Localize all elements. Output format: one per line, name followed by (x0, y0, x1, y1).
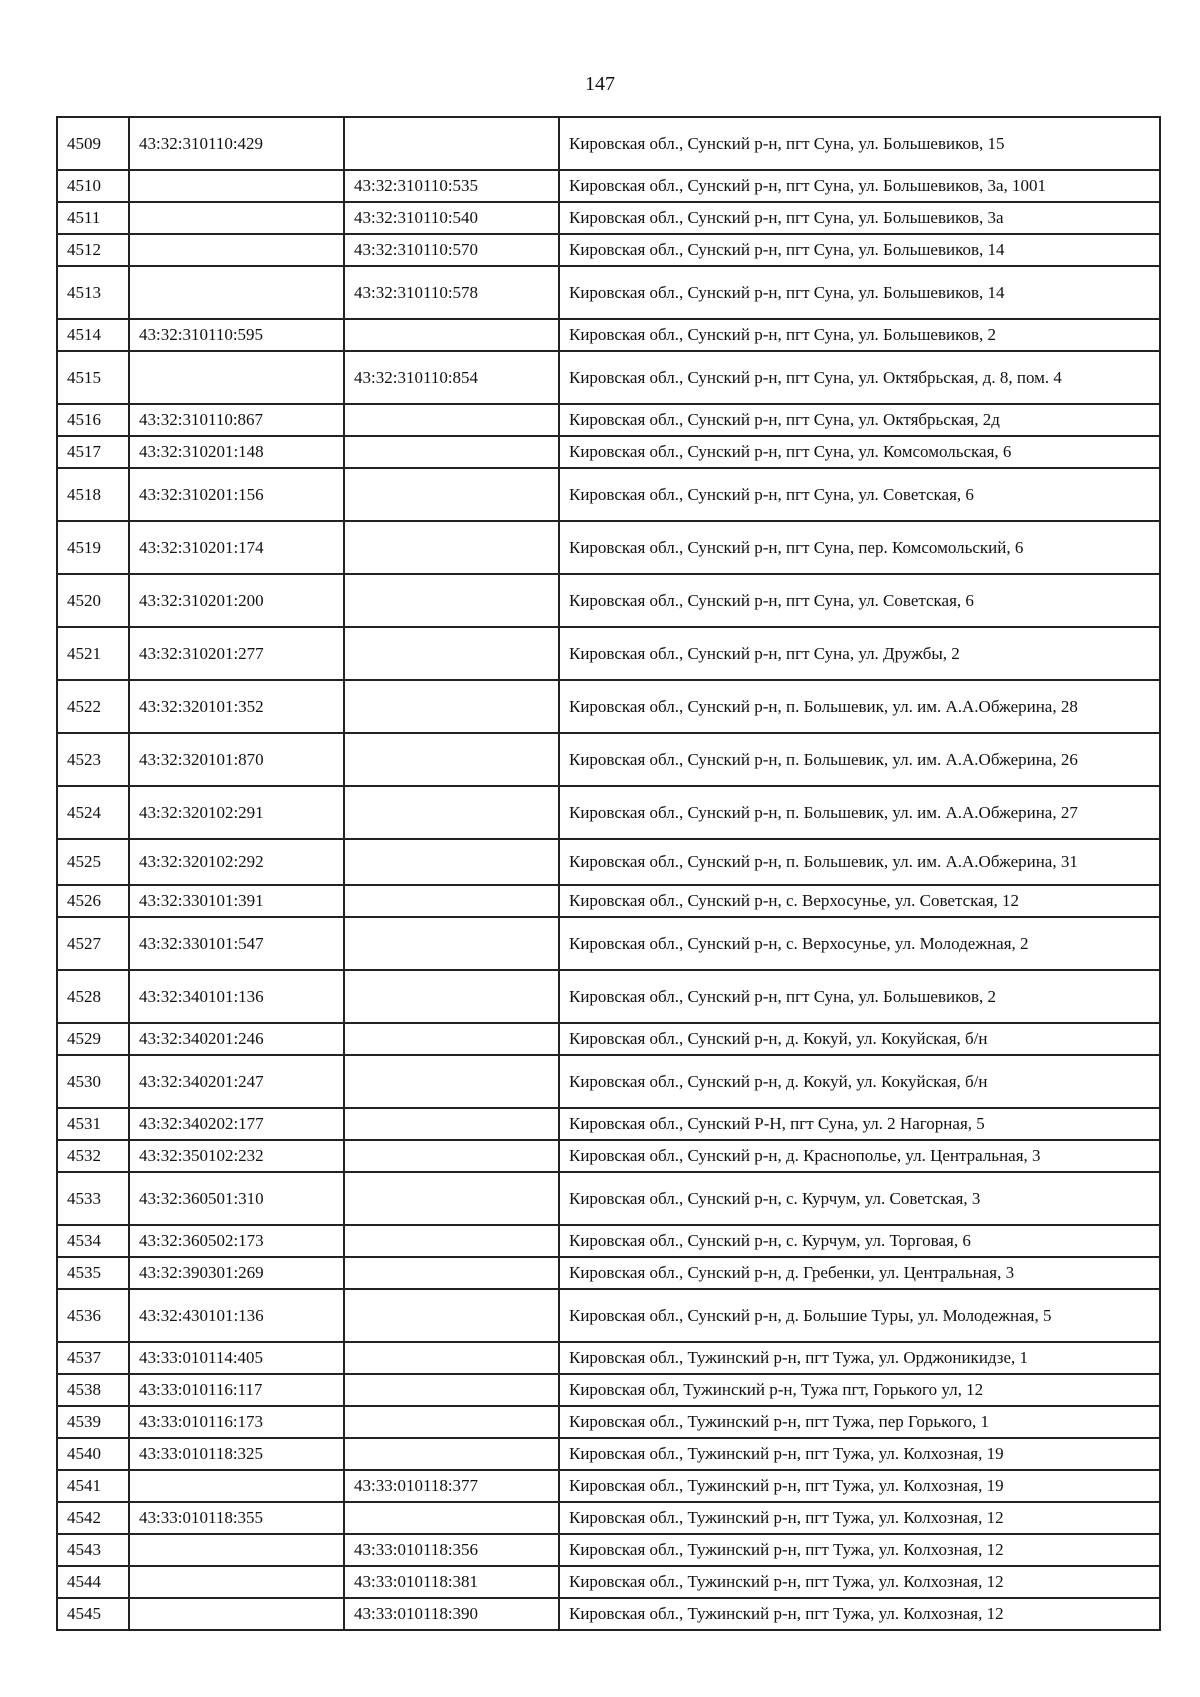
table-row (57, 351, 1160, 404)
cadastral-number-alt-cell (344, 970, 559, 1023)
row-number-cell: 4520 (57, 574, 129, 627)
table-row (57, 1342, 1160, 1374)
address-cell: Кировская обл., Сунский р-н, с. Верхосунье, ул. Молодежная, 2 (559, 917, 1160, 970)
table-row (57, 917, 1160, 970)
cadastral-number-alt-cell (344, 1438, 559, 1470)
cadastral-number-cell: 43:32:310201:174 (129, 521, 344, 574)
address-cell: Кировская обл., Сунский р-н, с. Верхосунье, ул. Советская, 12 (559, 885, 1160, 917)
cadastral-number-cell: 43:32:320102:291 (129, 786, 344, 839)
address-cell: Кировская обл., Сунский р-н, пгт Суна, ул. Октябрьская, 2д (559, 404, 1160, 436)
cadastral-number-cell: 43:33:010118:355 (129, 1502, 344, 1534)
row-number-cell: 4518 (57, 468, 129, 521)
table-row (57, 521, 1160, 574)
row-number-cell: 4526 (57, 885, 129, 917)
cadastral-number-alt-cell (344, 1289, 559, 1342)
cadastral-number-alt-cell (344, 885, 559, 917)
row-number-cell: 4545 (57, 1598, 129, 1630)
cadastral-number-alt-cell (344, 627, 559, 680)
registry-table (56, 116, 1161, 1631)
address-cell: Кировская обл, Тужинский р-н, Тужа пгт, Горького ул, 12 (559, 1374, 1160, 1406)
table-row (57, 574, 1160, 627)
address-cell: Кировская обл., Сунский р-н, д. Большие Туры, ул. Молодежная, 5 (559, 1289, 1160, 1342)
table-row (57, 436, 1160, 468)
row-number-cell: 4534 (57, 1225, 129, 1257)
cadastral-number-alt-cell (344, 680, 559, 733)
cadastral-number-alt-cell: 43:32:310110:535 (344, 170, 559, 202)
row-number-cell: 4525 (57, 839, 129, 885)
cadastral-number-cell: 43:33:010116:117 (129, 1374, 344, 1406)
table-row (57, 266, 1160, 319)
cadastral-number-alt-cell (344, 839, 559, 885)
address-cell: Кировская обл., Сунский р-н, д. Гребенки, ул. Центральная, 3 (559, 1257, 1160, 1289)
row-number-cell: 4528 (57, 970, 129, 1023)
row-number-cell: 4532 (57, 1140, 129, 1172)
cadastral-number-alt-cell: 43:32:310110:540 (344, 202, 559, 234)
registry-table-body (57, 117, 1160, 1630)
cadastral-number-cell (129, 170, 344, 202)
table-row (57, 404, 1160, 436)
table-row (57, 468, 1160, 521)
cadastral-number-alt-cell: 43:33:010118:377 (344, 1470, 559, 1502)
address-cell: Кировская обл., Сунский р-н, пгт Суна, ул. Большевиков, 3а, 1001 (559, 170, 1160, 202)
cadastral-number-cell: 43:32:310201:200 (129, 574, 344, 627)
cadastral-number-cell: 43:32:310201:277 (129, 627, 344, 680)
cadastral-number-cell: 43:32:340201:247 (129, 1055, 344, 1108)
cadastral-number-alt-cell: 43:32:310110:570 (344, 234, 559, 266)
table-row (57, 970, 1160, 1023)
table-row (57, 1257, 1160, 1289)
cadastral-number-alt-cell (344, 1342, 559, 1374)
table-row (57, 1502, 1160, 1534)
cadastral-number-cell (129, 1534, 344, 1566)
row-number-cell: 4543 (57, 1534, 129, 1566)
cadastral-number-cell: 43:32:330101:391 (129, 885, 344, 917)
table-row (57, 234, 1160, 266)
row-number-cell: 4516 (57, 404, 129, 436)
cadastral-number-cell (129, 234, 344, 266)
cadastral-number-alt-cell (344, 786, 559, 839)
row-number-cell: 4515 (57, 351, 129, 404)
row-number-cell: 4533 (57, 1172, 129, 1225)
cadastral-number-alt-cell (344, 1108, 559, 1140)
cadastral-number-alt-cell (344, 521, 559, 574)
row-number-cell: 4514 (57, 319, 129, 351)
row-number-cell: 4538 (57, 1374, 129, 1406)
row-number-cell: 4531 (57, 1108, 129, 1140)
cadastral-number-alt-cell (344, 917, 559, 970)
address-cell: Кировская обл., Сунский р-н, д. Кокуй, ул. Кокуйская, б/н (559, 1023, 1160, 1055)
page-number: 147 (585, 73, 615, 95)
row-number-cell: 4537 (57, 1342, 129, 1374)
row-number-cell: 4521 (57, 627, 129, 680)
cadastral-number-alt-cell (344, 1502, 559, 1534)
address-cell: Кировская обл., Тужинский р-н, пгт Тужа, ул. Колхозная, 19 (559, 1470, 1160, 1502)
row-number-cell: 4527 (57, 917, 129, 970)
table-row (57, 1108, 1160, 1140)
cadastral-number-alt-cell (344, 1172, 559, 1225)
cadastral-number-cell: 43:32:340201:246 (129, 1023, 344, 1055)
address-cell: Кировская обл., Сунский р-н, пгт Суна, пер. Комсомольский, 6 (559, 521, 1160, 574)
cadastral-number-cell: 43:33:010116:173 (129, 1406, 344, 1438)
cadastral-number-alt-cell (344, 733, 559, 786)
address-cell: Кировская обл., Сунский р-н, пгт Суна, ул. Советская, 6 (559, 574, 1160, 627)
cadastral-number-cell (129, 202, 344, 234)
table-row (57, 1055, 1160, 1108)
address-cell: Кировская обл., Сунский р-н, пгт Суна, ул. Большевиков, 14 (559, 266, 1160, 319)
row-number-cell: 4540 (57, 1438, 129, 1470)
row-number-cell: 4542 (57, 1502, 129, 1534)
row-number-cell: 4524 (57, 786, 129, 839)
row-number-cell: 4544 (57, 1566, 129, 1598)
address-cell: Кировская обл., Тужинский р-н, пгт Тужа, ул. Колхозная, 19 (559, 1438, 1160, 1470)
row-number-cell: 4522 (57, 680, 129, 733)
address-cell: Кировская обл., Сунский р-н, пгт Суна, ул. Комсомольская, 6 (559, 436, 1160, 468)
row-number-cell: 4510 (57, 170, 129, 202)
cadastral-number-cell: 43:32:360502:173 (129, 1225, 344, 1257)
table-row (57, 1225, 1160, 1257)
cadastral-number-alt-cell (344, 117, 559, 170)
cadastral-number-cell: 43:32:430101:136 (129, 1289, 344, 1342)
cadastral-number-alt-cell (344, 574, 559, 627)
address-cell: Кировская обл., Тужинский р-н, пгт Тужа, пер Горького, 1 (559, 1406, 1160, 1438)
table-row (57, 1140, 1160, 1172)
cadastral-number-cell: 43:32:320101:870 (129, 733, 344, 786)
address-cell: Кировская обл., Сунский р-н, пгт Суна, ул. Большевиков, 15 (559, 117, 1160, 170)
cadastral-number-alt-cell (344, 404, 559, 436)
address-cell: Кировская обл., Сунский р-н, пгт Суна, ул. Большевиков, 2 (559, 319, 1160, 351)
cadastral-number-cell: 43:32:310201:156 (129, 468, 344, 521)
address-cell: Кировская обл., Сунский р-н, с. Курчум, ул. Советская, 3 (559, 1172, 1160, 1225)
cadastral-number-cell: 43:32:310201:148 (129, 436, 344, 468)
cadastral-number-alt-cell: 43:33:010118:381 (344, 1566, 559, 1598)
cadastral-number-alt-cell (344, 1140, 559, 1172)
cadastral-number-cell: 43:32:340202:177 (129, 1108, 344, 1140)
cadastral-number-cell (129, 1566, 344, 1598)
address-cell: Кировская обл., Сунский р-н, п. Большевик, ул. им. А.А.Обжерина, 28 (559, 680, 1160, 733)
address-cell: Кировская обл., Сунский р-н, п. Большевик, ул. им. А.А.Обжерина, 31 (559, 839, 1160, 885)
cadastral-number-cell: 43:32:310110:429 (129, 117, 344, 170)
cadastral-number-cell: 43:32:390301:269 (129, 1257, 344, 1289)
table-row (57, 1470, 1160, 1502)
cadastral-number-cell (129, 266, 344, 319)
address-cell: Кировская обл., Тужинский р-н, пгт Тужа, ул. Колхозная, 12 (559, 1502, 1160, 1534)
cadastral-number-cell: 43:33:010118:325 (129, 1438, 344, 1470)
address-cell: Кировская обл., Сунский р-н, с. Курчум, ул. Торговая, 6 (559, 1225, 1160, 1257)
address-cell: Кировская обл., Сунский р-н, пгт Суна, ул. Октябрьская, д. 8, пом. 4 (559, 351, 1160, 404)
address-cell: Кировская обл., Тужинский р-н, пгт Тужа, ул. Колхозная, 12 (559, 1534, 1160, 1566)
address-cell: Кировская обл., Сунский р-н, д. Краснополье, ул. Центральная, 3 (559, 1140, 1160, 1172)
row-number-cell: 4535 (57, 1257, 129, 1289)
row-number-cell: 4512 (57, 234, 129, 266)
table-row (57, 1534, 1160, 1566)
cadastral-number-cell (129, 1598, 344, 1630)
table-row (57, 1172, 1160, 1225)
table-row (57, 117, 1160, 170)
cadastral-number-cell (129, 1470, 344, 1502)
cadastral-number-alt-cell: 43:32:310110:578 (344, 266, 559, 319)
row-number-cell: 4517 (57, 436, 129, 468)
table-row (57, 1023, 1160, 1055)
table-row (57, 319, 1160, 351)
cadastral-number-cell: 43:32:330101:547 (129, 917, 344, 970)
cadastral-number-alt-cell (344, 1257, 559, 1289)
table-row (57, 733, 1160, 786)
table-row (57, 202, 1160, 234)
cadastral-number-alt-cell (344, 1023, 559, 1055)
table-row (57, 680, 1160, 733)
address-cell: Кировская обл., Сунский р-н, пгт Суна, ул. Дружбы, 2 (559, 627, 1160, 680)
row-number-cell: 4519 (57, 521, 129, 574)
row-number-cell: 4530 (57, 1055, 129, 1108)
cadastral-number-alt-cell: 43:32:310110:854 (344, 351, 559, 404)
cadastral-number-alt-cell (344, 319, 559, 351)
row-number-cell: 4513 (57, 266, 129, 319)
cadastral-number-cell: 43:32:320102:292 (129, 839, 344, 885)
cadastral-number-alt-cell: 43:33:010118:356 (344, 1534, 559, 1566)
table-row (57, 1406, 1160, 1438)
row-number-cell: 4523 (57, 733, 129, 786)
address-cell: Кировская обл., Сунский р-н, п. Большевик, ул. им. А.А.Обжерина, 26 (559, 733, 1160, 786)
cadastral-number-cell: 43:32:360501:310 (129, 1172, 344, 1225)
address-cell: Кировская обл., Сунский р-н, д. Кокуй, ул. Кокуйская, б/н (559, 1055, 1160, 1108)
cadastral-number-alt-cell (344, 1055, 559, 1108)
table-row (57, 1566, 1160, 1598)
cadastral-number-alt-cell (344, 1406, 559, 1438)
address-cell: Кировская обл., Сунский р-н, п. Большевик, ул. им. А.А.Обжерина, 27 (559, 786, 1160, 839)
cadastral-number-cell: 43:33:010114:405 (129, 1342, 344, 1374)
table-row (57, 1598, 1160, 1630)
cadastral-number-alt-cell (344, 436, 559, 468)
cadastral-number-cell: 43:32:340101:136 (129, 970, 344, 1023)
address-cell: Кировская обл., Тужинский р-н, пгт Тужа, ул. Колхозная, 12 (559, 1566, 1160, 1598)
address-cell: Кировская обл., Сунский р-н, пгт Суна, ул. Большевиков, 3а (559, 202, 1160, 234)
row-number-cell: 4539 (57, 1406, 129, 1438)
cadastral-number-cell: 43:32:350102:232 (129, 1140, 344, 1172)
row-number-cell: 4509 (57, 117, 129, 170)
address-cell: Кировская обл., Тужинский р-н, пгт Тужа, ул. Колхозная, 12 (559, 1598, 1160, 1630)
table-row (57, 170, 1160, 202)
address-cell: Кировская обл., Сунский р-н, пгт Суна, ул. Большевиков, 2 (559, 970, 1160, 1023)
row-number-cell: 4529 (57, 1023, 129, 1055)
table-row (57, 786, 1160, 839)
table-row (57, 839, 1160, 885)
address-cell: Кировская обл., Сунский р-н, пгт Суна, ул. Советская, 6 (559, 468, 1160, 521)
table-row (57, 1374, 1160, 1406)
address-cell: Кировская обл., Сунский Р-Н, пгт Суна, ул. 2 Нагорная, 5 (559, 1108, 1160, 1140)
table-row (57, 627, 1160, 680)
cadastral-number-alt-cell (344, 1225, 559, 1257)
table-row (57, 1289, 1160, 1342)
row-number-cell: 4541 (57, 1470, 129, 1502)
address-cell: Кировская обл., Сунский р-н, пгт Суна, ул. Большевиков, 14 (559, 234, 1160, 266)
row-number-cell: 4536 (57, 1289, 129, 1342)
table-row (57, 1438, 1160, 1470)
row-number-cell: 4511 (57, 202, 129, 234)
cadastral-number-alt-cell (344, 468, 559, 521)
cadastral-number-cell: 43:32:310110:595 (129, 319, 344, 351)
cadastral-number-cell (129, 351, 344, 404)
cadastral-number-alt-cell (344, 1374, 559, 1406)
cadastral-number-cell: 43:32:310110:867 (129, 404, 344, 436)
cadastral-number-alt-cell: 43:33:010118:390 (344, 1598, 559, 1630)
address-cell: Кировская обл., Тужинский р-н, пгт Тужа, ул. Орджоникидзе, 1 (559, 1342, 1160, 1374)
table-row (57, 885, 1160, 917)
cadastral-number-cell: 43:32:320101:352 (129, 680, 344, 733)
